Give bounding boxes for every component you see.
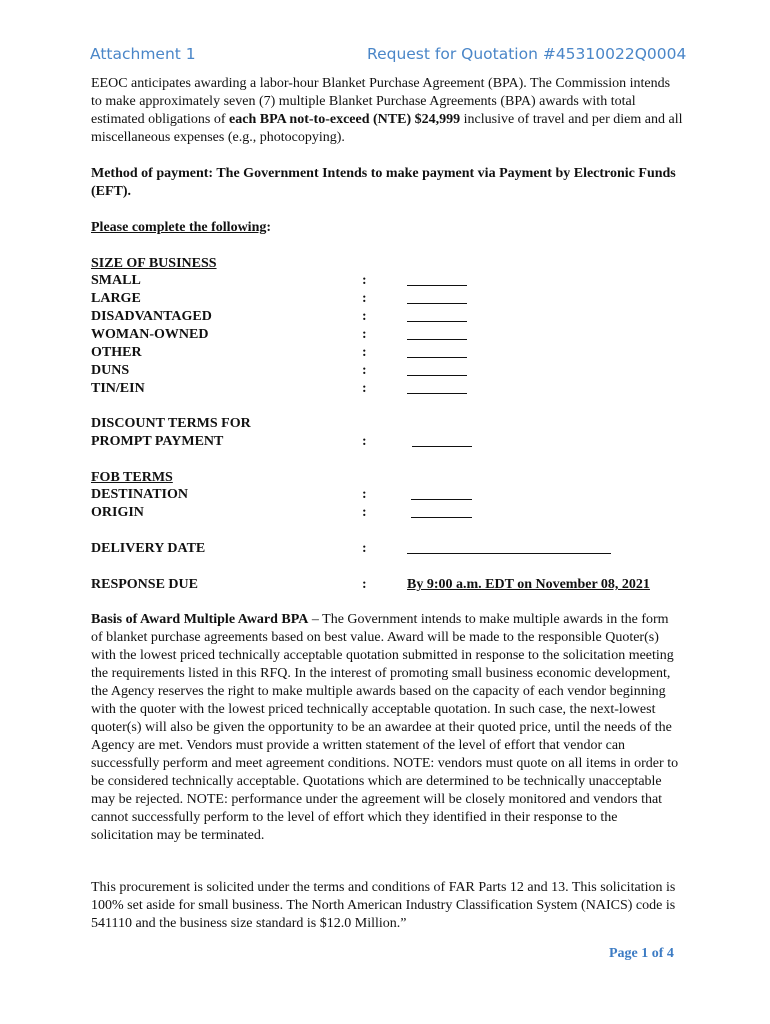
size-row-disadvantaged: DISADVANTAGED :	[91, 308, 691, 326]
delivery-date-blank[interactable]	[407, 553, 611, 554]
fob-row-origin: ORIGIN :	[91, 504, 691, 522]
header-attachment: Attachment 1	[90, 45, 196, 63]
response-due-row: RESPONSE DUE : By 9:00 a.m. EDT on November 08, 2021	[91, 577, 650, 592]
size-row-woman-owned: WOMAN-OWNED :	[91, 326, 691, 344]
intro-paragraph: EEOC anticipates awarding a labor-hour Blanket Purchase Agreement (BPA). The Commission intends to make approximately seven (7) multiple Blanket Purchase Agreements (BPA) awards with total estimated obligations of each BPA not-to-exceed (NTE) $24,999 inclusive of travel and per diem and all miscellaneous expenses (e.g., photocopying).	[91, 76, 683, 145]
prompt-payment-blank[interactable]	[412, 446, 472, 447]
large-blank[interactable]	[407, 303, 467, 304]
size-row-large: LARGE :	[91, 290, 691, 308]
duns-blank[interactable]	[407, 375, 467, 376]
origin-blank[interactable]	[411, 517, 472, 518]
discount-row-prompt-payment: PROMPT PAYMENT :	[91, 433, 691, 451]
header-rfq-number: Request for Quotation #45310022Q0004	[367, 45, 687, 63]
complete-instruction: Please complete the following:	[91, 220, 272, 235]
delivery-date-row: DELIVERY DATE :	[91, 540, 691, 558]
size-heading: SIZE OF BUSINESS	[91, 256, 217, 271]
size-row-tin-ein: TIN/EIN :	[91, 380, 691, 398]
destination-blank[interactable]	[411, 499, 472, 500]
disadvantaged-blank[interactable]	[407, 321, 467, 322]
size-row-duns: DUNS :	[91, 362, 691, 380]
discount-terms-label: DISCOUNT TERMS FOR	[91, 416, 251, 431]
payment-method: Method of payment: The Government Intends to make payment via Payment by Electronic Funds (EFT).	[91, 166, 676, 199]
other-blank[interactable]	[407, 357, 467, 358]
small-blank[interactable]	[407, 285, 467, 286]
tin-ein-blank[interactable]	[407, 393, 467, 394]
fob-heading: FOB TERMS	[91, 470, 173, 485]
fob-row-destination: DESTINATION :	[91, 486, 691, 504]
size-row-other: OTHER :	[91, 344, 691, 362]
far-paragraph: This procurement is solicited under the terms and conditions of FAR Parts 12 and 13. This solicitation is 100% set aside for small business. The North American Industry Classification System (NAICS) code is 541110 and the business size standard is $12.0 Million.”	[91, 880, 676, 931]
response-due-value: By 9:00 a.m. EDT on November 08, 2021	[407, 577, 650, 592]
woman-owned-blank[interactable]	[407, 339, 467, 340]
size-row-small: SMALL :	[91, 272, 691, 290]
page-number: Page 1 of 4	[609, 946, 674, 961]
basis-of-award-paragraph: Basis of Award Multiple Award BPA – The Government intends to make multiple awards in the form of blanket purchase agreements based on best value. Award will be made to the responsible Quoter(s) with the lowest priced technically acceptable quotation submitted in response to the solicitation meeting the requirements listed in this RFQ. In the interest of promoting small business economic development, the Agency reserves the right to make multiple awards based on the capacity of each vendor beginning with the quoter with the lowest priced technically acceptable quotation. In such case, the next-lowest quoter(s) will also be given the opportunity to be an awardee at their quoted price, until the needs of the Agency are met. Vendors must provide a written statement of the level of effort that vendor can successfully perform and meet agreement conditions. NOTE: vendors must quote on all items in order to be considered technically acceptable. Quotations which are determined to be technically unacceptable may be rejected. NOTE: performance under the agreement will be closely monitored and vendors that cannot successfully perform to the level of effort which they identified in their response to the solicitation may be terminated.	[91, 612, 679, 843]
